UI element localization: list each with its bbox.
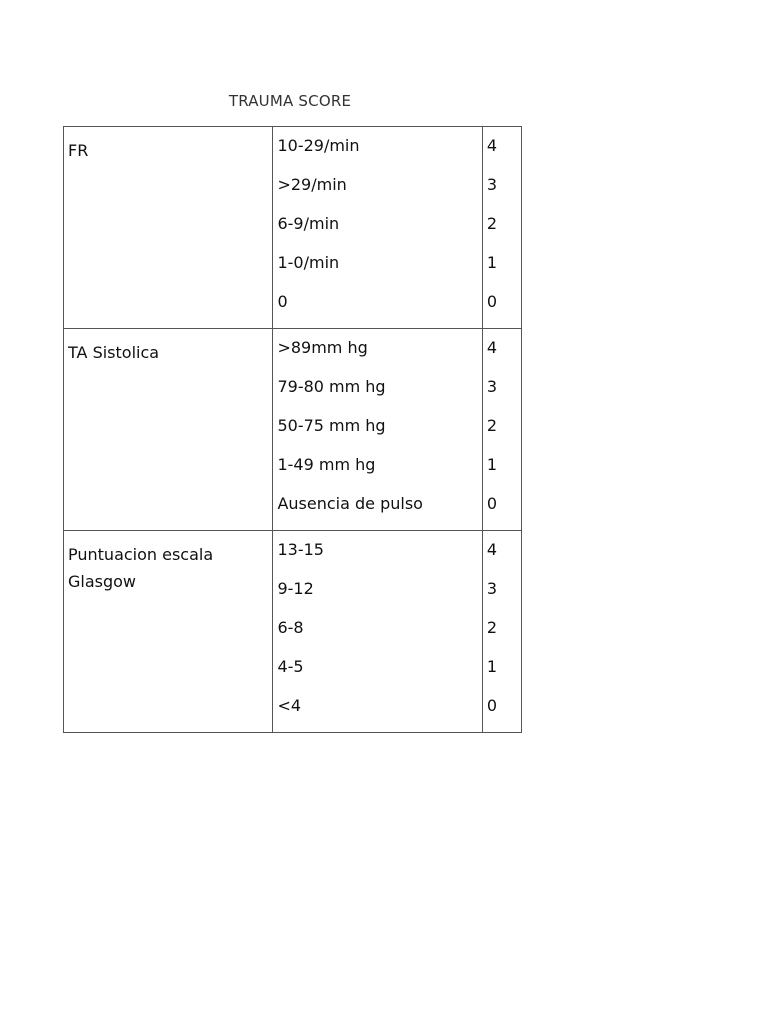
point-value: 0	[486, 292, 498, 311]
point-value: 0	[486, 494, 498, 513]
range-value: 6-8	[277, 618, 304, 637]
point-value: 2	[486, 214, 498, 233]
point-value: 4	[486, 338, 498, 357]
parameter-cell	[64, 329, 273, 531]
ranges-cell	[273, 127, 482, 329]
point-value: 0	[486, 696, 498, 715]
parameter-label: Puntuacion escala Glasgow	[68, 545, 214, 591]
points-cell	[482, 329, 521, 531]
range-value: 79-80 mm hg	[277, 377, 386, 396]
parameter-label: FR	[68, 141, 89, 160]
range-value: >89mm hg	[277, 338, 368, 357]
range-value: 1-49 mm hg	[277, 455, 376, 474]
point-value: 3	[486, 579, 498, 598]
point-value: 1	[486, 657, 498, 676]
parameter-cell	[64, 531, 273, 733]
range-value: 9-12	[277, 579, 314, 598]
ranges-cell	[273, 329, 482, 531]
point-value: 4	[486, 540, 498, 559]
document-title: TRAUMA SCORE	[228, 92, 352, 110]
trauma-score-table	[63, 126, 522, 733]
range-value: Ausencia de pulso	[277, 494, 423, 513]
range-value: 1-0/min	[277, 253, 340, 272]
range-value: >29/min	[277, 175, 347, 194]
range-value: 13-15	[277, 540, 324, 559]
table-row-fr	[64, 127, 522, 329]
range-value: 6-9/min	[277, 214, 340, 233]
table-row-ta-sistolica	[64, 329, 522, 531]
range-value: 50-75 mm hg	[277, 416, 386, 435]
range-value: 0	[277, 292, 288, 311]
point-value: 3	[486, 377, 498, 396]
range-value: 10-29/min	[277, 136, 360, 155]
range-value: 4-5	[277, 657, 304, 676]
range-value: <4	[277, 696, 302, 715]
point-value: 2	[486, 416, 498, 435]
table-row-glasgow	[64, 531, 522, 733]
point-value: 1	[486, 455, 498, 474]
ranges-cell	[273, 531, 482, 733]
points-cell	[482, 127, 521, 329]
point-value: 4	[486, 136, 498, 155]
parameter-cell	[64, 127, 273, 329]
point-value: 2	[486, 618, 498, 637]
point-value: 3	[486, 175, 498, 194]
points-cell	[482, 531, 521, 733]
parameter-label: TA Sistolica	[68, 343, 160, 362]
point-value: 1	[486, 253, 498, 272]
